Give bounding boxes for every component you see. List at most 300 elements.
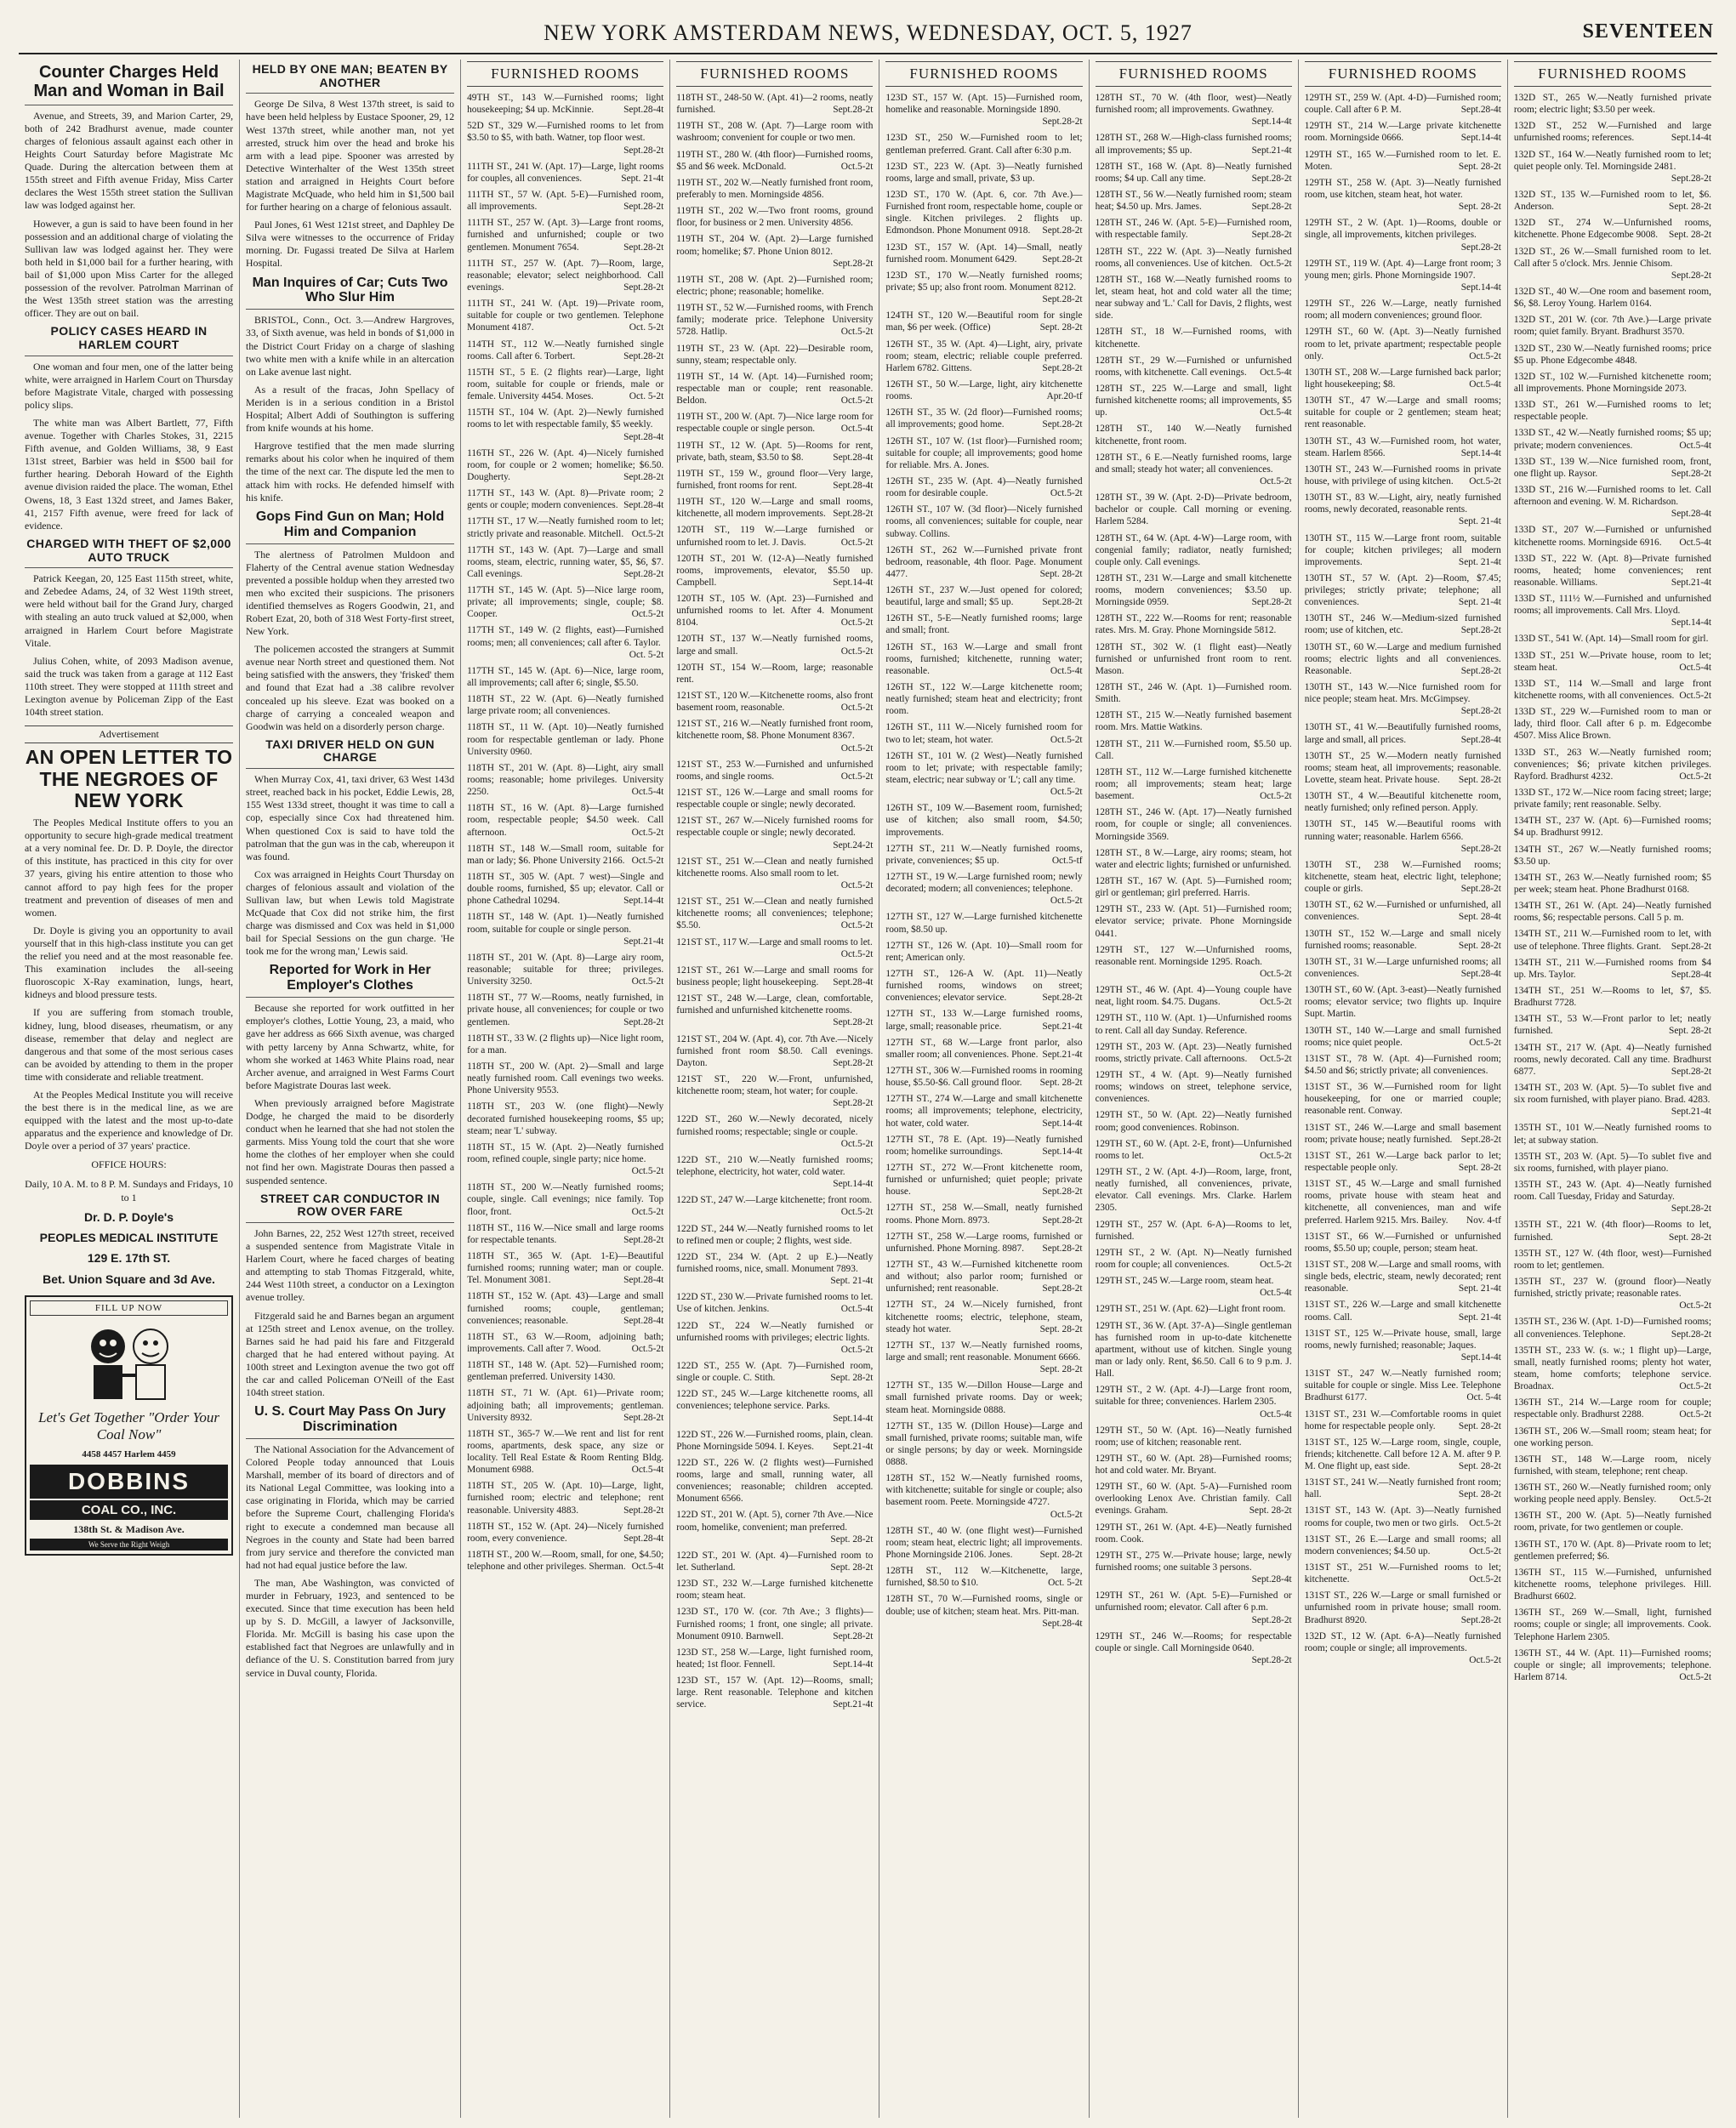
- listing-date: Sept.28-2t: [833, 1057, 874, 1068]
- listing-text: 119TH ST., 52 W.—Furnished rooms, with French family; moderate price. Telephone University 5728. Hatlip.: [676, 303, 874, 338]
- doctor-name: Dr. D. P. Doyle's: [84, 1210, 174, 1225]
- classified-listing: [1305, 532, 1501, 568]
- classified-listing: [467, 1181, 663, 1217]
- listing-text: 128TH ST., 168 W.—Neatly furnished rooms to let, steam heat, hot and cold water all the time; near subway and 'L.' Call for Davis, 2 flights, west side.: [1095, 274, 1292, 321]
- classified-listing: [1514, 314, 1711, 338]
- listing-date: Oct.5-4t: [840, 424, 874, 435]
- classified-listing: [1096, 326, 1292, 350]
- listing-text: 129TH ST., 60 W. (Apt. 2-E, front)—Unfurnished rooms to let.: [1095, 1138, 1292, 1161]
- listing-date: Sept.28-2t: [1251, 1655, 1292, 1666]
- classified-listing: [1305, 326, 1501, 361]
- listing-date: Sept.14-4t: [1042, 1146, 1083, 1157]
- classified-listing: [1514, 1248, 1711, 1272]
- headline-auto-truck: CHARGED WITH THEFT OF $2,000 AUTO TRUCK: [25, 538, 233, 568]
- classified-listing: [885, 940, 1082, 964]
- listing-text: 129TH ST., 261 W. (Apt. 4-E)—Neatly furnished room. Cook.: [1095, 1522, 1292, 1545]
- classified-listing: [885, 504, 1082, 539]
- classified-listing: [467, 843, 663, 867]
- article-paragraph: The man, Abe Washington, was convicted of murder in February, 1923, and sentenced to be executed. Since that time execution has been held up by S. D. McGill, a lawyer of Jacksonville, Florida. Mr. McGill is basing his case upon the established fact that Negroes are unlawfully and in defiance of the U. S. Constitution barred from jury service in Duval county, Florida.: [246, 1576, 455, 1679]
- listing-date: Sept. 21-4t: [1458, 1283, 1501, 1294]
- listing-text: 115TH ST., 5 E. (2 flights rear)—Large, light room, suitable for couple or friends, male or female. University 4454. Moses.: [467, 367, 664, 402]
- classified-listing: [467, 515, 663, 539]
- listing-date: Sept.28-2t: [1042, 1215, 1083, 1226]
- classified-listing: [1514, 189, 1711, 213]
- listing-date: Sept. 28-2t: [1458, 1461, 1501, 1472]
- listing-text: 129TH ST., 50 W. (Apt. 16)—Neatly furnished room; use of kitchen; reasonable rent.: [1095, 1425, 1292, 1448]
- classified-listing: [676, 1223, 873, 1247]
- classified-listing: [885, 92, 1082, 128]
- classified-listing: [1305, 681, 1501, 717]
- listing-date: Oct.5-2t: [840, 327, 874, 338]
- classified-listing: [467, 1033, 663, 1056]
- listing-text: 111TH ST., 257 W. (Apt. 3)—Large front rooms, furnished and unfurnished; couple or two gentlemen. Monument 7654.: [467, 218, 664, 253]
- listing-date: Sept.14-4t: [1251, 117, 1292, 128]
- classified-column-1: [461, 60, 670, 2118]
- listing-date: Oct.5-2t: [1679, 1672, 1712, 1683]
- listing-text: 134TH ST., 217 W. (Apt. 4)—Neatly furnished rooms, newly decorated. Call any time. Bradhurst 6877.: [1513, 1042, 1712, 1077]
- classified-listing: [467, 1222, 663, 1246]
- listing-text: 133D ST., 207 W.—Furnished or unfurnished kitchenette rooms. Morningside 6916.: [1513, 525, 1712, 548]
- listing-text: 122D ST., 230 W.—Private furnished rooms to let. Use of kitchen. Jenkins.: [676, 1292, 874, 1315]
- classified-listing: [885, 1420, 1082, 1469]
- classified-section-label: FURNISHED ROOMS: [467, 61, 663, 87]
- listing-date: Oct.5-2t: [631, 1343, 664, 1354]
- listing-text: 128TH ST., 8 W.—Large, airy rooms; steam, hot water and electric lights; furnished or unfurnished.: [1095, 847, 1292, 870]
- classified-listing: [676, 177, 873, 201]
- listing-date: Sept. 21-4t: [1458, 516, 1501, 527]
- listing-text: 120TH ST., 154 W.—Room, large; reasonable rent.: [676, 662, 874, 685]
- listing-text: 130TH ST., 57 W. (Apt. 2)—Room, $7.45; privileges; strictly private; telephone; all conveniences.: [1304, 572, 1501, 608]
- listing-date: Oct.5-2t: [631, 1206, 664, 1217]
- classified-listing: [1305, 859, 1501, 895]
- classified-listing: [885, 1008, 1082, 1032]
- listing-text: 117TH ST., 149 W. (2 flights, east)—Furnished rooms; men; all conveniences; call after 6. Taylor.: [467, 625, 664, 648]
- listing-text: 118TH ST., 365-7 W.—We rent and list for rent rooms, apartments, desk space, any size or locality. Tell Real Estate & Room Renting Bldg. Monument 6988.: [467, 1428, 664, 1476]
- listing-text: 119TH ST., 159 W., ground floor—Very large, furnished, front rooms for rent.: [676, 468, 874, 491]
- listing-date: Sept. 28-2t: [830, 1373, 874, 1384]
- classified-listing: [1305, 298, 1501, 321]
- listing-text: 118TH ST., 201 W. (Apt. 8)—Light, airy small rooms; reasonable; home privileges. University 2250.: [467, 762, 664, 798]
- classified-section-label: FURNISHED ROOMS: [1305, 61, 1501, 87]
- classified-listing: [885, 132, 1082, 156]
- listing-date: Sept.21-4t: [833, 1441, 874, 1452]
- classified-listing: [1305, 1053, 1501, 1077]
- classified-listing: [1096, 572, 1292, 608]
- listing-date: Sept. 28-2t: [1039, 1323, 1083, 1334]
- listing-text: 120TH ST., 105 W. (Apt. 23)—Furnished and unfurnished rooms to let. After 4. Monument 8104.: [676, 594, 874, 629]
- classified-listing: [1096, 1481, 1292, 1516]
- classified-listing: [467, 544, 663, 580]
- news-column-2: [240, 60, 461, 2118]
- classified-listing: [1514, 985, 1711, 1009]
- listing-text: 130TH ST., 41 W.—Beautifully furnished rooms, large and small, all prices.: [1304, 722, 1501, 745]
- listing-text: 129TH ST., 245 W.—Large room, steam heat.: [1095, 1276, 1274, 1287]
- listing-text: 129TH ST., 251 W. (Apt. 62)—Light front room.: [1095, 1304, 1286, 1315]
- classified-listing: [676, 856, 873, 891]
- institute-street: 129 E. 17th ST.: [87, 1251, 171, 1266]
- listing-text: 111TH ST., 241 W. (Apt. 19)—Private room, suitable for couple or two gentlemen. Telephone Monument 4187.: [467, 299, 664, 333]
- classified-listing: [885, 1231, 1082, 1255]
- ad-paragraph: If you are suffering from stomach trouble, kidney, lung, blood diseases, rheumatism, or any disease, remember that delay and neglect are dangerous and that some of the most serious cases can be avoided by attending to them in the proper time with considerate and reliable treatment.: [25, 1006, 234, 1083]
- listing-date: Sept.28-4t: [833, 452, 874, 463]
- classified-listing: [1514, 1482, 1711, 1505]
- classified-listing: [885, 641, 1082, 677]
- listing-text: 127TH ST., 133 W.—Large furnished rooms, large, small; reasonable price.: [885, 1009, 1083, 1032]
- listing-text: 129TH ST., 119 W. (Apt. 4)—Large front room; 3 young men; girls. Phone Morningside 1907.: [1304, 258, 1501, 281]
- listing-text: 122D ST., 260 W.—Newly decorated, nicely furnished rooms; respectable; single or couple.: [676, 1114, 874, 1137]
- listing-text: 122D ST., 201 W. (Apt. 4)—Furnished room to let. Sutherland.: [676, 1550, 874, 1573]
- classified-listing: [676, 120, 873, 144]
- classified-listing: [467, 1387, 663, 1423]
- classified-listing: [885, 1340, 1082, 1375]
- listing-text: 130TH ST., 238 W.—Furnished rooms; kitchenette, steam heat, electric light, telephone; couple or girls.: [1304, 859, 1501, 895]
- classified-listing: [1305, 928, 1501, 952]
- listing-text: 126TH ST., 237 W.—Just opened for colored; beautiful, large and small; $5 up.: [885, 585, 1083, 608]
- listing-text: 132D ST., 230 W.—Neatly furnished rooms; price $5 up. Phone Edgecombe 4848.: [1513, 343, 1712, 366]
- classified-listing: [1096, 452, 1292, 487]
- listing-text: 130TH ST., 60 W.—Large and medium furnished rooms; electric lights and all conveniences. Reasonable.: [1304, 641, 1501, 676]
- listing-text: 118TH ST., 365 W. (Apt. 1-E)—Beautiful furnished rooms; running water; man or couple. Tel. Monument 3081.: [467, 1250, 664, 1286]
- classified-listing: [1514, 1013, 1711, 1037]
- classified-listing: [1096, 132, 1292, 156]
- article-paragraph: George De Silva, 8 West 137th street, is said to have been held helpless by Eustace Spooner, 29, 12 West 137th street, while another man, not yet arrested, struck him over the head and broke his arm with a lead pipe. Spooner was arrested by Detective Winterhalter of the West 135th street station and arraigned in Heights Court before Magistrate McQuade, who held him in $1,500 bail for further hearing on a charge of felonious assault.: [246, 98, 455, 213]
- listing-date: Sept.28-2t: [833, 105, 874, 116]
- listing-text: 129TH ST., 257 W. (Apt. 6-A)—Rooms to let, furnished.: [1095, 1219, 1292, 1242]
- listing-date: Sept.28-4t: [1460, 105, 1501, 116]
- listing-date: Sept.14-4t: [1460, 1351, 1501, 1363]
- listing-text: 131ST ST., 226 W.—Large or small furnished or unfurnished room in private house; small room. Bradhurst 8920.: [1304, 1590, 1501, 1625]
- listing-text: 119TH ST., 202 W.—Neatly furnished front room, preferably to men. Morningside 4856.: [676, 177, 874, 200]
- classified-listing: [1096, 1630, 1292, 1666]
- listing-text: 121ST ST., 251 W.—Clean and neatly furnished kitchenette rooms. Also small room to let.: [676, 856, 874, 879]
- classified-listing: [1305, 899, 1501, 923]
- listing-text: 129TH ST., 50 W. (Apt. 22)—Neatly furnished room; good conveniences. Robinson.: [1095, 1110, 1292, 1133]
- listing-text: 134TH ST., 211 W.—Furnished room to let, with use of telephone. Three flights. Grant.: [1513, 929, 1712, 952]
- coal-address: 138th St. & Madison Ave.: [73, 1522, 185, 1535]
- classified-listing: [1514, 650, 1711, 674]
- listing-text: 126TH ST., 5-E—Neatly furnished rooms; large and small; front.: [885, 613, 1083, 636]
- listing-text: 122D ST., 234 W. (Apt. 2 up E.)—Neatly furnished rooms, nice, small. Monument 7893.: [676, 1251, 874, 1274]
- headline-held-by-one-man: HELD BY ONE MAN; BEATEN BY ANOTHER: [246, 63, 454, 94]
- listing-text: 117TH ST., 143 W. (Apt. 7)—Large and small rooms, steam, electric, running water, $5, $6, $7. Call evenings.: [467, 544, 664, 579]
- classified-listing: [676, 302, 873, 338]
- listing-date: Nov. 4-tf: [1466, 1215, 1501, 1226]
- classified-listing: [676, 205, 873, 229]
- classified-listing: [676, 468, 873, 492]
- listing-text: 130TH ST., 4 W.—Beautiful kitchenette room, neatly furnished; only refined person. Apply.: [1304, 791, 1501, 814]
- news-column-1: [19, 60, 240, 2118]
- classified-listing: [885, 1525, 1082, 1561]
- listing-text: 128TH ST., 167 W. (Apt. 5)—Furnished room; girl or gentleman; girl preferred. Harris.: [1095, 876, 1292, 899]
- masthead-title: NEW YORK AMSTERDAM NEWS, WEDNESDAY, OCT. 5, 1927: [544, 20, 1192, 45]
- listing-date: Oct.5-2t: [1050, 896, 1083, 907]
- listing-date: Sept.28-2t: [833, 258, 874, 269]
- listing-date: Oct.5-2t: [1260, 969, 1292, 979]
- classified-listing: [1096, 1109, 1292, 1133]
- listing-text: 127TH ST., 24 W.—Nicely furnished, front kitchenette rooms; electric, telephone, steam, steady hot water.: [885, 1300, 1083, 1334]
- listing-date: Sept.28-2t: [623, 202, 664, 213]
- listing-text: 136TH ST., 269 W.—Small, light, furnished rooms; couple or single; all improvements. Cook. Telephone Harlem 2305.: [1513, 1607, 1712, 1642]
- listing-text: 127TH ST., 258 W.—Large rooms, furnished or unfurnished. Phone Morning. 8987.: [885, 1231, 1083, 1254]
- listing-date: Oct.5-2t: [631, 976, 664, 987]
- classified-column-3: [879, 60, 1089, 2118]
- listing-date: Sept.28-2t: [1042, 597, 1083, 608]
- listing-text: 135TH ST., 203 W. (Apt. 5)—To sublet five and six rooms, furnished, with player piano.: [1513, 1151, 1712, 1174]
- classified-listing: [1305, 641, 1501, 677]
- classified-listing: [676, 1320, 873, 1356]
- classified-listing: [676, 1154, 873, 1190]
- classified-listing: [467, 161, 663, 185]
- classified-listing: [1305, 984, 1501, 1020]
- listing-text: 127TH ST., 272 W.—Front kitchenette room, furnished or unfurnished; quiet people; private house.: [885, 1162, 1083, 1198]
- classified-listing: [467, 1101, 663, 1136]
- listing-text: 129TH ST., 2 W. (Apt. 4-J)—Large front room, suitable for three; conveniences. Harlem 2305.: [1095, 1385, 1292, 1408]
- article-paragraph: Hargrove testified that the men made slurring remarks about his color when he inquired of them the time of the next car. The dispute led the men to attack him with rocks. He defended himself with his knife.: [246, 440, 455, 504]
- listing-date: Oct. 5-2t: [629, 649, 664, 660]
- classified-listing: [1305, 1178, 1501, 1226]
- listing-date: Oct.5-2t: [840, 743, 874, 754]
- listing-date: Sept.28-2t: [623, 350, 664, 361]
- classified-listing: [1096, 1041, 1292, 1065]
- listing-text: 121ST ST., 204 W. (Apt. 4), cor. 7th Ave.—Nicely furnished front room $8.50. Call evenings. Dayton.: [676, 1033, 874, 1068]
- classified-listing: [1514, 747, 1711, 782]
- classified-listing: [1305, 790, 1501, 814]
- classified-listing: [1096, 1453, 1292, 1477]
- headline-counter-charges: Counter Charges Held Man and Woman in Bail: [25, 63, 233, 105]
- listing-date: Sept.28-2t: [1460, 242, 1501, 253]
- listing-text: 127TH ST., 135 W.—Dillon House—Large and small furnished private rooms. Day or week; steam heat. Morningside 0888.: [885, 1380, 1083, 1415]
- listing-date: Sept. 28-2t: [1669, 1026, 1712, 1037]
- classified-listing: [1514, 787, 1711, 811]
- classified-listing: [676, 1675, 873, 1710]
- listing-text: 129TH ST., 60 W. (Apt. 3)—Neatly furnished room to let, private apartment; respectable people only.: [1304, 327, 1501, 361]
- listing-text: 127TH ST., 258 W.—Small, neatly furnished rooms. Phone Morn. 8973.: [885, 1203, 1083, 1226]
- classified-listing: [1305, 750, 1501, 786]
- headline-man-inquires: Man Inquires of Car; Cuts Two Who Slur Him: [246, 276, 454, 310]
- listing-text: 135TH ST., 233 W. (s. w.; 1 flight up)—Large, small, neatly furnished rooms; plenty hot water, steam, home comforts; telephone service. Broadnax.: [1513, 1345, 1712, 1392]
- classified-listing: [1514, 524, 1711, 548]
- listing-date: Sept. 21-4t: [1458, 1312, 1501, 1323]
- article-paragraph: BRISTOL, Conn., Oct. 3.—Andrew Hargroves, 33, of Sixth avenue, was held in bonds of $1,000 in the District Court Friday on a charge of slashing two white men with a knife while in an altercation on Lake avenue last night.: [246, 314, 455, 378]
- classified-listing: [1514, 371, 1711, 395]
- classified-listing: [467, 1141, 663, 1177]
- classified-listing: [467, 120, 663, 156]
- classified-listing: [1514, 900, 1711, 924]
- listing-text: 118TH ST., 200 W.—Room, small, for one, $4.50; telephone and other privileges. Sherman.: [467, 1550, 664, 1573]
- listing-date: Sept.28-2t: [1671, 468, 1712, 479]
- listing-text: 123D ST., 170 W. (Apt. 6, cor. 7th Ave.)—Furnished front room, respectable home, couple or single. Kitchen privileges. 2 flights up. Edmondson. Phone Monument 0918.: [885, 189, 1083, 236]
- listing-text: 128TH ST., 6 E.—Neatly furnished rooms, large and small; steady hot water; all conveniences.: [1095, 452, 1292, 475]
- listing-date: Sept.14-4t: [1042, 1118, 1083, 1129]
- listing-text: 129TH ST., 275 W.—Private house; large, newly furnished rooms; one suitable 3 persons.: [1095, 1550, 1292, 1573]
- classified-listing: [885, 189, 1082, 237]
- listing-date: Apr.20-tf: [1046, 391, 1083, 402]
- listing-date: Sept.14-4t: [1460, 447, 1501, 458]
- headline-reported-work: Reported for Work in Her Employer's Clothes: [246, 963, 454, 998]
- headline-gops-gun: Gops Find Gun on Man; Hold Him and Companion: [246, 509, 454, 544]
- listing-text: 130TH ST., 60 W. (Apt. 3-east)—Neatly furnished rooms; elevator service; two flights up. Inquire Supt. Martin.: [1304, 985, 1501, 1020]
- listing-text: 118TH ST., 148 W. (Apt. 52)—Furnished room; gentleman preferred. University 1430.: [467, 1360, 664, 1383]
- classified-listing: [467, 1359, 663, 1383]
- classified-listing: [1514, 1647, 1711, 1683]
- classified-listing: [1514, 456, 1711, 480]
- classified-listing: [1514, 1219, 1711, 1243]
- listing-text: 128TH ST., 215 W.—Neatly furnished basement room. Mrs. Mattie Watkins.: [1095, 710, 1292, 733]
- coal-tagline: Let's Get Together "Order Your Coal Now": [38, 1408, 219, 1443]
- listing-container: [1096, 92, 1292, 1666]
- listing-text: 120TH ST., 201 W. (12-A)—Neatly furnished rooms, improvements, elevator, $5.50 up. Campbell.: [676, 553, 874, 588]
- classified-listing: [885, 871, 1082, 907]
- listing-text: 130TH ST., 25 W.—Modern neatly furnished rooms; steam heat, all improvements; reasonable. Lovette, steam heat. Private house.: [1304, 750, 1501, 786]
- classified-listing: [1305, 92, 1501, 116]
- listing-text: 129TH ST., 60 W. (Apt. 5-A)—Furnished room overlooking Lenox Ave. Christian family. Call evenings. Graham.: [1095, 1482, 1292, 1516]
- listing-text: 136TH ST., 200 W. (Apt. 5)—Neatly furnished room, private, for two gentlemen or couple.: [1513, 1511, 1712, 1533]
- classified-listing: [676, 1457, 873, 1505]
- listing-text: 132D ST., 201 W. (cor. 7th Ave.)—Large private room; quiet family. Bryant. Bradhurst 3570.: [1513, 315, 1712, 338]
- listing-date: Oct.5-4t: [1260, 1288, 1292, 1299]
- listing-text: 131ST ST., 261 W.—Large back parlor to let; respectable people only.: [1304, 1150, 1501, 1173]
- listing-text: 127TH ST., 135 W. (Dillon House)—Large and small furnished, private rooms; suitable man, wife or single persons; by day or week. Morningside 0888.: [885, 1420, 1083, 1468]
- listing-date: Sept.21-4t: [1251, 145, 1292, 156]
- listing-date: Sept.14-4t: [833, 1179, 874, 1190]
- classified-listing: [1514, 120, 1711, 144]
- classified-listing: [885, 843, 1082, 867]
- listing-text: 136TH ST., 44 W. (Apt. 11)—Furnished rooms; couple or single; all improvements; telephone. Harlem 8714.: [1513, 1647, 1712, 1683]
- listing-text: 118TH ST., 116 W.—Nice small and large rooms for respectable tenants.: [467, 1222, 664, 1245]
- classified-listing: [467, 258, 663, 293]
- listing-text: 123D ST., 170 W.—Neatly furnished rooms; private; $5 up; also front room. Monument 8212.: [885, 270, 1083, 293]
- listing-date: Sept. 28-2t: [1669, 202, 1712, 213]
- classified-listing: [1096, 1069, 1292, 1105]
- listing-date: Sept.28-2t: [1671, 941, 1712, 952]
- listing-date: Oct.5-2t: [1050, 1509, 1083, 1520]
- classified-listing: [885, 968, 1082, 1004]
- listing-date: Sept. 21-4t: [1458, 556, 1501, 567]
- classified-listing: [1305, 1408, 1501, 1432]
- listing-date: Sept. 21-4t: [830, 1276, 874, 1287]
- listing-text: 118TH ST., 305 W. (Apt. 7 west)—Single and double rooms, furnished, $5 up; elevator. Call or phone Cathedral 10294.: [467, 872, 664, 907]
- listing-text: 129TH ST., 226 W.—Large, neatly furnished room; all modern conveniences; ground floor.: [1304, 299, 1501, 321]
- listing-text: 123D ST., 157 W. (Apt. 15)—Furnished room, homelike and reasonable. Morningside 1890.: [885, 93, 1083, 116]
- listing-date: Sept.28-2t: [1460, 884, 1501, 895]
- listing-text: 133D ST., 251 W.—Private house, room to let; steam heat.: [1513, 650, 1712, 673]
- coal-footer: We Serve the Right Weigh: [30, 1539, 228, 1550]
- listing-date: Sept.28-2t: [623, 145, 664, 156]
- listing-date: Sept. 28-2t: [1039, 322, 1083, 333]
- classified-listing: [1514, 1316, 1711, 1340]
- listing-text: 135TH ST., 243 W. (Apt. 4)—Neatly furnished room. Call Tuesday, Friday and Saturday.: [1513, 1179, 1712, 1203]
- classified-listing: [1096, 875, 1292, 899]
- listing-date: Sept.28-2t: [1251, 597, 1292, 608]
- office-hours: Daily, 10 A. M. to 8 P. M. Sundays and Fridays, 10 to 1: [25, 1177, 233, 1203]
- listing-date: Oct. 5-4t: [1466, 1392, 1501, 1403]
- listing-date: Oct.5-2t: [631, 609, 664, 620]
- listing-date: Sept.28-2t: [1042, 117, 1083, 128]
- classified-listing: [1096, 355, 1292, 378]
- listing-text: 121ST ST., 117 W.—Large and small rooms to let.: [676, 936, 873, 947]
- listing-text: 131ST ST., 231 W.—Comfortable rooms in quiet home for respectable people only.: [1304, 1408, 1501, 1431]
- classified-listing: [885, 1202, 1082, 1226]
- classified-listing: [467, 762, 663, 798]
- listing-date: Oct.5-2t: [840, 771, 874, 782]
- listing-text: 122D ST., 245 W.—Large kitchenette rooms, all conveniences; telephone service. Parks.: [676, 1389, 874, 1412]
- listing-text: 128TH ST., 211 W.—Furnished room, $5.50 up. Call.: [1095, 738, 1292, 761]
- classified-listing: [1096, 92, 1292, 128]
- listing-text: 118TH ST., 205 W. (Apt. 10)—Large, light, furnished room; electric and telephone; rent reasonable. University 4883.: [467, 1481, 664, 1516]
- listing-text: 118TH ST., 201 W. (Apt. 8)—Large airy room, reasonable; suitable for three; privileges. University 3250.: [467, 952, 664, 987]
- classified-listing: [885, 1037, 1082, 1061]
- listing-text: 131ST ST., 247 W.—Neatly furnished room; suitable for couple or single. Miss Lee. Telephone Bradhurst 6177.: [1304, 1368, 1501, 1403]
- listing-text: 133D ST., 541 W. (Apt. 14)—Small room for girl.: [1513, 634, 1709, 645]
- listing-text: 136TH ST., 260 W.—Neatly furnished room; only working people need apply. Bensley.: [1513, 1482, 1712, 1505]
- listing-date: Sept.28-2t: [1460, 1134, 1501, 1145]
- listing-text: 135TH ST., 221 W. (4th floor)—Rooms to let, furnished.: [1513, 1220, 1712, 1243]
- listing-text: 124TH ST., 120 W.—Beautiful room for single man, $6 per week. (Office): [885, 310, 1083, 333]
- classified-listing: [885, 1593, 1082, 1629]
- listing-date: Oct.5-2t: [840, 948, 874, 959]
- listing-date: Sept.28-2t: [1671, 173, 1712, 184]
- listing-date: Sept.28-2t: [623, 1505, 664, 1516]
- classified-listing: [1096, 984, 1292, 1008]
- listing-date: Oct.5-tf: [1051, 855, 1083, 866]
- classified-listing: [885, 584, 1082, 608]
- classified-listing: [1305, 1328, 1501, 1363]
- listing-text: 134TH ST., 211 W.—Furnished rooms from $4 up. Mrs. Taylor.: [1513, 957, 1712, 980]
- listing-text: 117TH ST., 145 W. (Apt. 5)—Nice large room, private; all improvements; single, couple; $8. Cooper.: [467, 585, 664, 620]
- listing-text: 132D ST., 26 W.—Small furnished room to let. Call after 5 o'clock. Mrs. Jennie Chisom.: [1513, 246, 1712, 269]
- listing-date: Oct.5-4t: [1260, 407, 1292, 418]
- listing-text: 127TH ST., 78 E. (Apt. 19)—Neatly furnished room; homelike surroundings.: [885, 1134, 1083, 1157]
- classified-listing: [1514, 957, 1711, 981]
- listing-date: Sept.28-2t: [1460, 843, 1501, 854]
- listing-container: [467, 92, 663, 1573]
- classified-listing: [1096, 681, 1292, 705]
- listing-container: [1514, 92, 1711, 1683]
- listing-text: 118TH ST., 148 W.—Small room, suitable for man or lady; $6. Phone University 2166.: [467, 843, 664, 866]
- listing-text: 133D ST., 42 W.—Neatly furnished rooms; $5 up; private; modern conveniences.: [1513, 428, 1712, 451]
- classified-listing: [1514, 593, 1711, 629]
- classified-listing: [885, 407, 1082, 430]
- listing-date: Oct.5-4t: [631, 1562, 664, 1573]
- listing-text: 123D ST., 232 W.—Large furnished kitchenette room; steam heat.: [676, 1579, 874, 1602]
- classified-listing: [467, 871, 663, 907]
- listing-date: Oct. 5-2t: [629, 322, 664, 333]
- listing-date: Oct.5-2t: [840, 395, 874, 407]
- classified-listing: [1096, 217, 1292, 241]
- listing-text: 133D ST., 261 W.—Furnished rooms to let; respectable people.: [1513, 400, 1712, 423]
- classified-listing: [1514, 1454, 1711, 1477]
- listing-date: Oct.5-2t: [840, 1138, 874, 1149]
- classified-listing: [467, 447, 663, 483]
- listing-date: Sept.21-4t: [1671, 577, 1712, 588]
- classified-listing: [1096, 1550, 1292, 1585]
- ad-paragraph: At the Peoples Medical Institute you will receive the best there is in the medical line, as we are equipped with the latest and the most up-to-date apparatus and the experience and knowledge of Dr. Doyle over a period of 37 years' practice.: [25, 1088, 234, 1152]
- listing-text: 118TH ST., 63 W.—Room, adjoining bath; improvements. Call after 7. Wood.: [467, 1331, 664, 1354]
- classified-listing: [1514, 1397, 1711, 1420]
- listing-text: 121ST ST., 126 W.—Large and small rooms for respectable couple or single; newly decorated.: [676, 788, 874, 811]
- classified-listing: [1514, 1151, 1711, 1175]
- listing-text: 116TH ST., 226 W. (Apt. 4)—Nicely furnished room, for couple or 2 women; homelike; $6.50. Dougherty.: [467, 447, 664, 482]
- classified-listing: [1514, 399, 1711, 423]
- listing-text: 111TH ST., 57 W. (Apt. 5-E)—Furnished room, all improvements.: [467, 189, 664, 213]
- listing-text: 127TH ST., 211 W.—Neatly furnished rooms, private, conveniences; $5 up.: [885, 843, 1083, 866]
- listing-date: Sept.28-2t: [1671, 1066, 1712, 1077]
- classified-listing: [1514, 149, 1711, 185]
- listing-date: Oct.5-2t: [1469, 1545, 1501, 1556]
- classified-listing: [1096, 161, 1292, 185]
- classified-listing: [1096, 709, 1292, 733]
- listing-date: Sept.28-4t: [833, 480, 874, 491]
